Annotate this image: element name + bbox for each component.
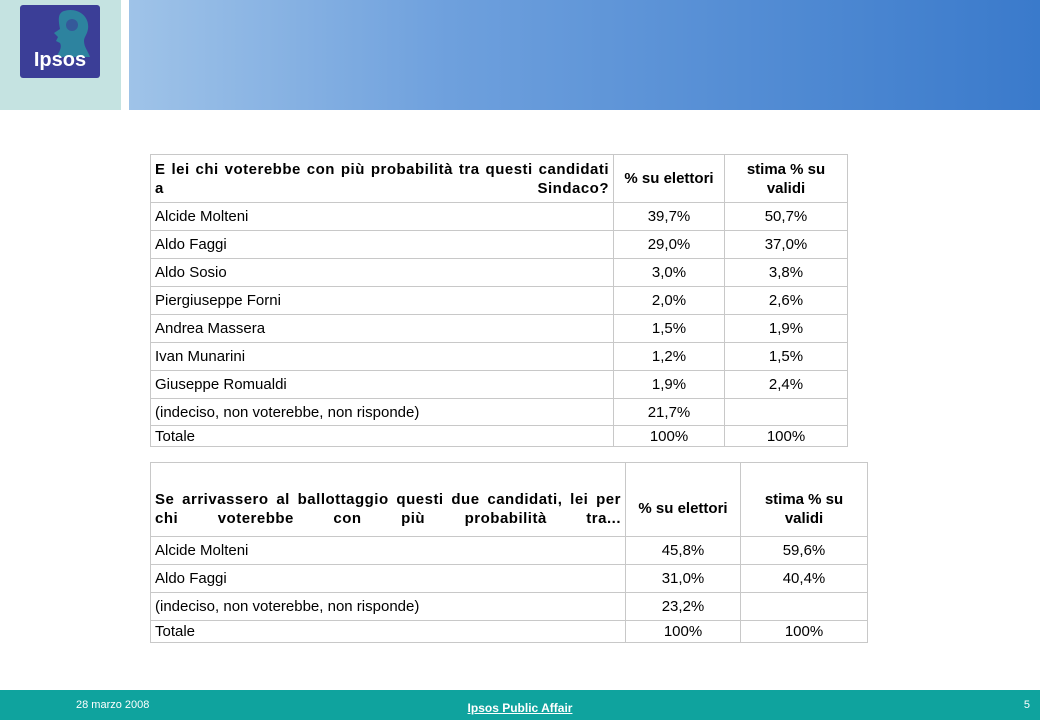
total-row — [151, 426, 848, 447]
row-validi: 50,7% — [725, 203, 848, 231]
logo-text: Ipsos — [33, 49, 87, 71]
logo-panel — [0, 0, 121, 110]
row-label: Alcide Molteni — [151, 537, 626, 565]
row-label: Totale — [151, 426, 614, 447]
row-validi — [741, 593, 868, 621]
header-validi: stima % su validi — [741, 463, 868, 537]
row-validi: 1,5% — [725, 343, 848, 371]
header-elettori: % su elettori — [626, 463, 741, 537]
row-elettori: 100% — [614, 426, 725, 447]
row-elettori: 21,7% — [614, 399, 725, 426]
table-row — [151, 259, 848, 287]
row-label: Andrea Massera — [151, 315, 614, 343]
row-elettori: 3,0% — [614, 259, 725, 287]
row-elettori: 1,9% — [614, 371, 725, 399]
table-row — [151, 203, 848, 231]
row-label: Aldo Faggi — [151, 565, 626, 593]
header-banner — [129, 0, 1040, 110]
row-validi: 2,6% — [725, 287, 848, 315]
table-row — [151, 315, 848, 343]
row-elettori: 29,0% — [614, 231, 725, 259]
row-validi: 3,8% — [725, 259, 848, 287]
row-validi: 100% — [725, 426, 848, 447]
row-validi: 37,0% — [725, 231, 848, 259]
page-number: 5 — [1023, 699, 1030, 711]
row-label: Giuseppe Romualdi — [151, 371, 614, 399]
total-row — [151, 621, 868, 643]
row-label: Ivan Munarini — [151, 343, 614, 371]
row-validi: 40,4% — [741, 565, 868, 593]
row-label: Aldo Faggi — [151, 231, 614, 259]
row-elettori: 39,7% — [614, 203, 725, 231]
table-header-row — [151, 463, 868, 537]
row-validi — [725, 399, 848, 426]
table-row — [151, 537, 868, 565]
header-elettori: % su elettori — [614, 155, 725, 203]
row-elettori: 31,0% — [626, 565, 741, 593]
row-validi: 100% — [741, 621, 868, 643]
footer-date: 28 marzo 2008 — [76, 699, 150, 711]
row-elettori: 45,8% — [626, 537, 741, 565]
row-elettori: 23,2% — [626, 593, 741, 621]
row-label: (indeciso, non voterebbe, non risponde) — [151, 399, 614, 426]
banner-gap — [121, 0, 129, 110]
header-validi: stima % su validi — [725, 155, 848, 203]
table-row — [151, 565, 868, 593]
table-row — [151, 287, 848, 315]
row-elettori: 100% — [626, 621, 741, 643]
table-row — [151, 399, 848, 426]
row-elettori: 1,2% — [614, 343, 725, 371]
ipsos-logo — [20, 5, 100, 78]
row-label: Aldo Sosio — [151, 259, 614, 287]
table-header-row — [151, 155, 848, 203]
table-row — [151, 593, 868, 621]
table-row — [151, 371, 848, 399]
row-elettori: 2,0% — [614, 287, 725, 315]
poll-table-mayor — [150, 154, 848, 447]
row-validi: 2,4% — [725, 371, 848, 399]
table-row — [151, 343, 848, 371]
row-validi: 1,9% — [725, 315, 848, 343]
table-row — [151, 231, 848, 259]
row-label: Totale — [151, 621, 626, 643]
question-cell: E lei chi voterebbe con più probabilità tra questi candidati a Sindaco? — [151, 155, 614, 203]
row-label: Piergiuseppe Forni — [151, 287, 614, 315]
footer-bar — [0, 690, 1040, 720]
footer-title-link[interactable]: Ipsos Public Affair — [467, 701, 573, 715]
poll-table-runoff — [150, 462, 868, 643]
row-label: (indeciso, non voterebbe, non risponde) — [151, 593, 626, 621]
row-elettori: 1,5% — [614, 315, 725, 343]
row-label: Alcide Molteni — [151, 203, 614, 231]
row-validi: 59,6% — [741, 537, 868, 565]
question-cell: Se arrivassero al ballottaggio questi due candidati, lei per chi voterebbe con più probabilità tra... — [151, 463, 626, 537]
